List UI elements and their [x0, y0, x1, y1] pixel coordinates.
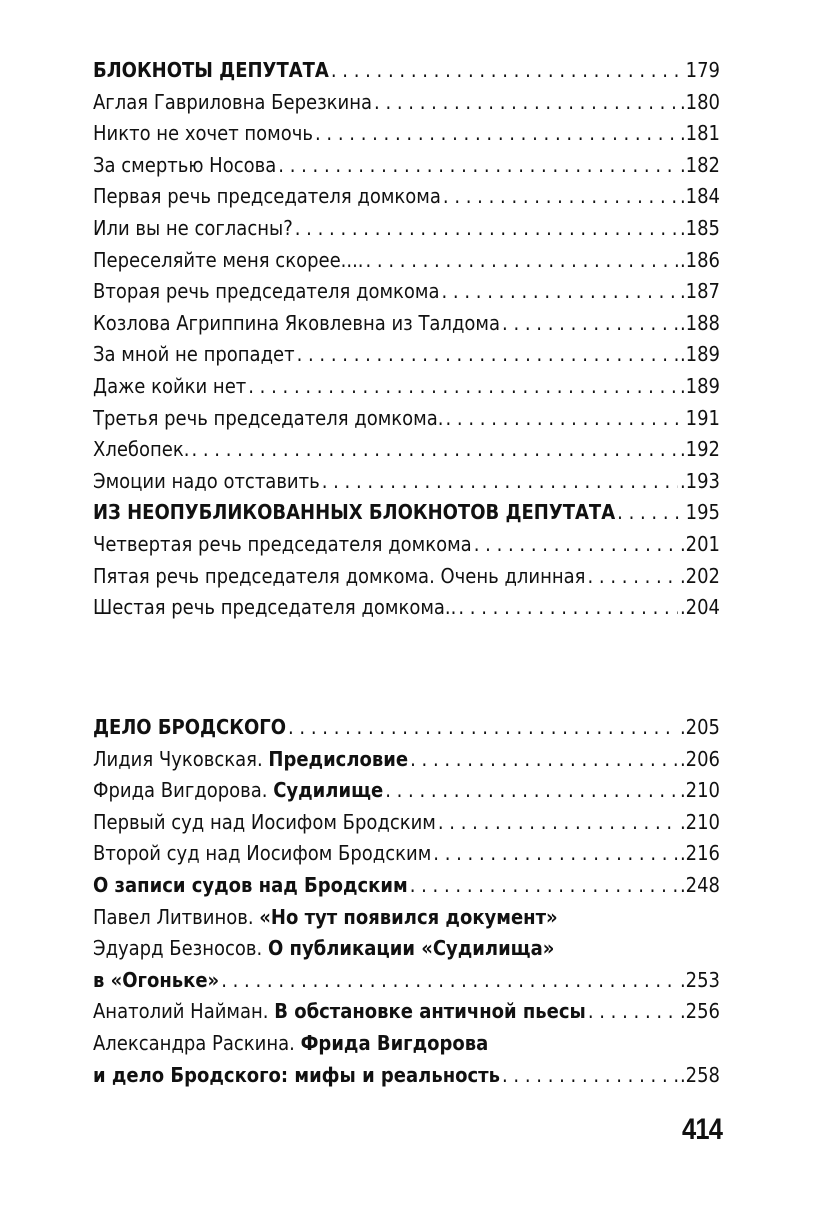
toc-entry-title — [93, 339, 295, 371]
toc-entry-title — [93, 1028, 488, 1060]
toc-leader-dots — [617, 497, 684, 529]
toc-entry-title — [93, 497, 615, 529]
toc-entry — [93, 87, 720, 119]
toc-page-number: .210 — [679, 778, 720, 803]
toc-entry-author: Павел Литвинов. — [93, 904, 260, 929]
toc-section-heading — [93, 712, 720, 744]
toc-page-number: .187 — [679, 279, 720, 304]
toc-entry — [93, 561, 720, 593]
toc-page-number: .189 — [679, 342, 720, 367]
toc-entry-author: Или вы не согласны? — [93, 215, 293, 240]
toc-leader-dots — [366, 245, 678, 277]
toc-entry-title — [93, 118, 313, 150]
toc-leader-dots — [322, 466, 678, 498]
toc-entry-author: Второй суд над Иосифом Бродским — [93, 841, 432, 866]
toc-entry-author: Третья речь председателя домкома. — [93, 405, 444, 430]
toc-entry-title — [93, 965, 219, 997]
toc-entry — [93, 807, 720, 839]
toc-page-number: .184 — [679, 184, 720, 209]
toc-section-heading — [93, 497, 720, 529]
toc-entry-title — [93, 838, 431, 870]
toc-entry-author: Шестая речь председателя домкома.. — [93, 595, 457, 620]
toc-entry-title — [93, 276, 440, 308]
toc-page-number: .216 — [679, 841, 720, 866]
toc-page-number: .185 — [679, 215, 720, 240]
toc-entry-author: Эмоции надо отставить — [93, 468, 320, 493]
toc-entry-work: В обстановке античной пьесы — [274, 999, 586, 1024]
toc-leader-dots — [438, 807, 678, 839]
toc-leader-dots — [295, 213, 678, 245]
toc-page-number: .210 — [679, 809, 720, 834]
toc-leader-dots — [410, 744, 678, 776]
toc-entry-title — [93, 902, 558, 934]
toc-entry — [93, 276, 720, 308]
toc-page-number: .182 — [679, 152, 720, 177]
toc-page-number: .205 — [679, 715, 720, 739]
toc-leader-dots — [278, 150, 678, 182]
toc-entry — [93, 870, 720, 902]
toc-entry-title — [93, 466, 320, 498]
toc-entry — [93, 744, 720, 776]
toc-entry-title — [93, 744, 408, 776]
toc-entry-author: Первый суд над Иосифом Бродским — [93, 809, 436, 834]
toc-entry-title — [93, 371, 246, 403]
toc-entry-author: Никто не хочет помочь — [93, 121, 313, 146]
toc-entry — [93, 529, 720, 561]
toc-entry-title — [93, 870, 408, 902]
toc-entry-author: За смертью Носова — [93, 152, 277, 177]
toc-entry-title — [93, 807, 436, 839]
toc-entry-title — [93, 529, 472, 561]
toc-entry-title — [93, 308, 500, 340]
toc-leader-dots — [248, 371, 678, 403]
toc-entry-title — [93, 403, 444, 435]
toc-entry-work: ДЕЛО БРОДСКОГО — [93, 715, 286, 739]
toc-page-number: .201 — [679, 531, 720, 556]
toc-leader-dots — [446, 403, 684, 435]
toc-entry-work: ИЗ НЕОПУБЛИКОВАННЫХ БЛОКНОТОВ ДЕПУТАТА — [93, 500, 616, 525]
toc-leader-dots — [502, 308, 678, 340]
toc-page-number: .186 — [679, 247, 720, 272]
toc-entry-author: За мной не пропадет — [93, 342, 295, 367]
toc-entry-author: Лидия Чуковская. — [93, 746, 269, 771]
toc-entry-author: Четвертая речь председателя домкома — [93, 531, 472, 556]
toc-leader-dots — [587, 561, 677, 593]
toc-entry-author: Вторая речь председателя домкома — [93, 279, 440, 304]
toc-leader-dots — [474, 529, 678, 561]
toc-entry-title — [93, 1060, 500, 1092]
toc-page-number: .256 — [679, 999, 720, 1024]
toc-entry-work: и дело Бродского: мифы и реальность — [93, 1062, 500, 1087]
toc-entry-work: Судилище — [273, 778, 384, 803]
toc-entry-title — [93, 213, 293, 245]
toc-entry-work: О записи судов над Бродским — [93, 872, 408, 897]
toc-entry-title — [93, 775, 383, 807]
toc-entry — [93, 996, 720, 1028]
toc-leader-dots — [443, 181, 678, 213]
toc-entry-work: в «Огоньке» — [93, 967, 220, 992]
toc-entry-work: Фрида Вигдорова — [300, 1030, 489, 1055]
toc-entry — [93, 339, 720, 371]
toc-entry — [93, 838, 720, 870]
toc-page-number: .258 — [679, 1062, 720, 1087]
table-of-contents-part-2 — [93, 712, 720, 1091]
toc-section-heading — [93, 55, 720, 87]
toc-page-number: .248 — [679, 872, 720, 897]
toc-page-number: .192 — [679, 437, 720, 462]
toc-page-number: .188 — [679, 310, 720, 335]
toc-leader-dots — [442, 276, 678, 308]
toc-entry-title — [93, 434, 189, 466]
toc-entry-work: «Но тут появился документ» — [259, 904, 558, 929]
toc-page-number: .204 — [679, 595, 720, 620]
toc-entry — [93, 181, 720, 213]
toc-page-number: .253 — [679, 967, 720, 992]
toc-page-number: .189 — [679, 373, 720, 398]
toc-entry-title — [93, 933, 554, 965]
toc-leader-dots — [410, 870, 678, 902]
toc-entry — [93, 592, 720, 624]
toc-entry — [93, 1060, 720, 1092]
toc-leader-dots — [588, 996, 678, 1028]
toc-page-number: .206 — [679, 746, 720, 771]
toc-entry — [93, 308, 720, 340]
toc-entry-title — [93, 561, 585, 593]
toc-entry-author: Хлебопек. — [93, 437, 190, 462]
page-number: 414 — [681, 1113, 722, 1146]
toc-entry-author: Аглая Гавриловна Березкина — [93, 89, 373, 114]
toc-entry-title — [93, 55, 329, 87]
toc-leader-dots — [458, 592, 678, 624]
toc-leader-dots — [297, 339, 678, 371]
toc-entry-author: Пятая речь председателя домкома. Очень длинная — [93, 563, 586, 588]
toc-entry-author: Переселяйте меня скорее.... — [93, 247, 364, 272]
toc-entry-title — [93, 245, 364, 277]
toc-entry — [93, 150, 720, 182]
toc-entry — [93, 245, 720, 277]
toc-entry — [93, 902, 720, 934]
toc-page-number: 179 — [685, 58, 720, 82]
toc-page-number: .180 — [679, 89, 720, 114]
toc-entry — [93, 1028, 720, 1060]
toc-entry-author: Александра Раскина. — [93, 1030, 301, 1055]
toc-page-number: .193 — [679, 468, 720, 493]
toc-entry-work: О публикации «Судилища» — [267, 936, 555, 961]
toc-entry — [93, 933, 720, 965]
toc-page-number: 195 — [685, 500, 720, 525]
toc-entry — [93, 466, 720, 498]
toc-leader-dots — [374, 87, 678, 119]
toc-entry-work: БЛОКНОТЫ ДЕПУТАТА — [93, 58, 329, 82]
toc-entry — [93, 403, 720, 435]
toc-leader-dots — [288, 712, 678, 744]
toc-page-number: 191 — [685, 405, 720, 430]
toc-entry-title — [93, 87, 372, 119]
toc-leader-dots — [502, 1060, 678, 1092]
toc-entry-title — [93, 712, 286, 744]
table-of-contents-part-1 — [93, 55, 720, 624]
toc-entry-author: Фрида Вигдорова. — [93, 778, 274, 803]
toc-leader-dots — [191, 434, 678, 466]
toc-entry-author: Даже койки нет — [93, 373, 247, 398]
toc-entry — [93, 371, 720, 403]
toc-page-number: .202 — [679, 563, 720, 588]
toc-entry-author: Эдуард Безносов. — [93, 936, 268, 961]
toc-entry-author: Козлова Агриппина Яковлевна из Талдома — [93, 310, 501, 335]
toc-page-number: .181 — [679, 121, 720, 146]
toc-leader-dots — [221, 965, 678, 997]
toc-entry-work: Предисловие — [268, 746, 409, 771]
toc-entry — [93, 965, 720, 997]
toc-entry — [93, 434, 720, 466]
toc-entry-author: Анатолий Найман. — [93, 999, 275, 1024]
toc-entry-author: Первая речь председателя домкома — [93, 184, 441, 209]
toc-entry-title — [93, 150, 276, 182]
toc-entry-title — [93, 996, 586, 1028]
toc-leader-dots — [385, 775, 678, 807]
toc-entry-title — [93, 181, 441, 213]
toc-leader-dots — [331, 55, 684, 87]
toc-entry — [93, 213, 720, 245]
toc-entry — [93, 775, 720, 807]
toc-leader-dots — [315, 118, 678, 150]
toc-leader-dots — [433, 838, 678, 870]
toc-entry-title — [93, 592, 456, 624]
toc-entry — [93, 118, 720, 150]
